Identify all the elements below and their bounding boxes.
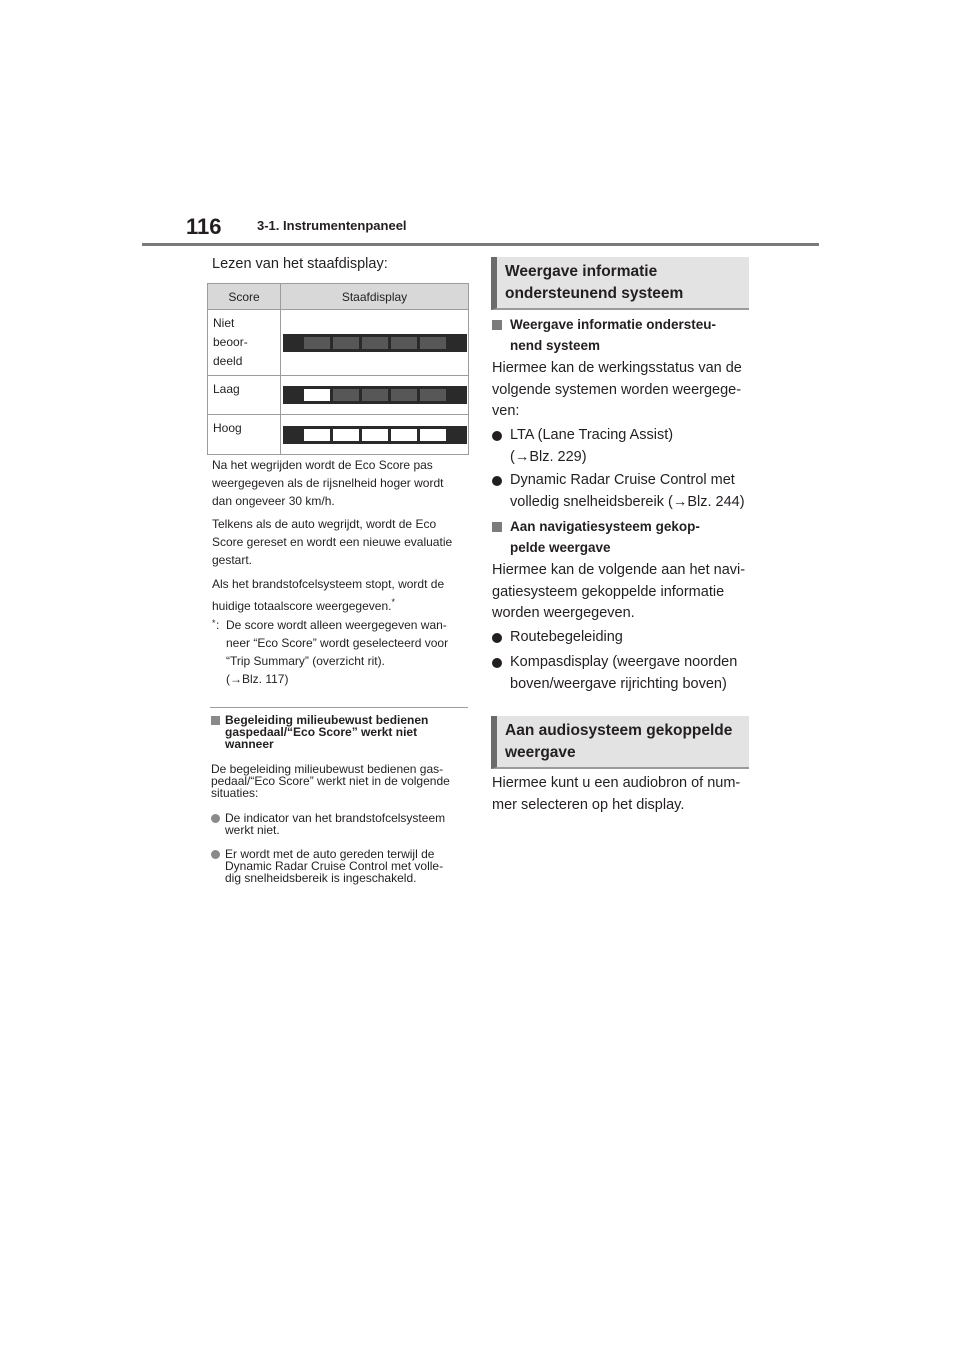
header-score: Score [208,284,281,310]
footnote-marker: * [391,597,395,607]
bar-segment-unlit [333,389,359,401]
paragraph-audio: Hiermee kunt u een audiobron of num- mer selecteren op het display. [492,775,741,813]
score-label: Laag [208,376,281,415]
bar-segment-unlit [420,389,446,401]
bar-segment-unlit [391,389,417,401]
list-item: Kompasdisplay (weergave noorden boven/weergave rijrichting boven) [510,654,738,692]
bullet-icon [211,850,220,859]
bullet-icon [492,658,502,668]
list-item: Er wordt met de auto gereden terwijl de Dynamic Radar Cruise Control met volle- dig snelheidsbereik is ingeschakeld. [225,847,444,885]
list-item: De indicator van het brandstofcelsysteem werkt niet. [225,811,446,837]
table-row [208,376,469,415]
bar-cell [281,376,469,415]
page-ref: (→Blz. 117) [226,672,289,686]
bar-display [283,386,467,404]
bar-segment-unlit [362,389,388,401]
bar-cell [281,415,469,455]
bar-segment-lit [391,429,417,441]
square-bullet-icon [492,320,502,330]
section-box-assist-system: Weergave informatie ondersteunend systeem [491,257,749,310]
paragraph-assist-info: Hiermee kan de werkingsstatus van de volgende systemen worden weergege- ven: [492,360,742,419]
page-number: 116 [186,214,222,239]
bar-segment-lit [420,429,446,441]
heading-navigation: Aan navigatiesysteem gekop- pelde weergave [510,519,700,555]
bar-segment-lit [304,389,330,401]
paragraph-eco-score-reset: Telkens als de auto wegrijdt, wordt de Eco Score gereset en wordt een nieuwe evaluatie gestart. [212,517,453,567]
bullet-icon [492,476,502,486]
subheading-eco-score-not-working: Begeleiding milieubewust bedienen gaspedaal/“Eco Score” werkt niet wanneer [225,713,429,751]
bar-segment-unlit [362,337,388,349]
bar-segment-lit [304,429,330,441]
bar-segment-unlit [304,337,330,349]
bullet-icon [492,633,502,643]
bar-display [283,334,467,352]
paragraph-situations: De begeleiding milieubewust bedienen gas- pedaal/“Eco Score” werkt niet in de volgende situaties: [211,762,450,800]
table-row [208,415,469,455]
bullet-icon [492,431,502,441]
section-box-audio: Aan audiosysteem gekoppelde weergave [491,716,749,769]
bar-segment-unlit [391,337,417,349]
score-label: Niet beoor- deeld [208,310,281,376]
bar-segment-lit [333,429,359,441]
square-bullet-icon [211,716,220,725]
square-bullet-icon [492,522,502,532]
bar-segment-lit [362,429,388,441]
bar-segment-unlit [333,337,359,349]
intro-text: Lezen van het staafdisplay: [212,256,388,272]
list-item: LTA (Lane Tracing Assist) (→Blz. 229) [510,427,674,465]
header-rule [142,243,819,246]
bar-cell [281,310,469,376]
header-bar-display: Staafdisplay [281,284,469,310]
score-label: Hoog [208,415,281,455]
table-row [208,310,469,376]
paragraph-total-score: Als het brandstofcelsysteem stopt, wordt de huidige totaalscore weergegeven.* [212,577,445,613]
paragraph-eco-score-start: Na het wegrijden wordt de Eco Score pas weergegeven als de rijsnelheid hoger wordt dan ongeveer 30 km/h. [212,458,444,508]
section-title: 3-1. Instrumentenpaneel [257,218,407,233]
paragraph-navigation: Hiermee kan de volgende aan het navi- gatiesysteem gekoppelde informatie worden weergegeven. [492,562,746,621]
table-header-row [208,284,469,310]
list-item: Dynamic Radar Cruise Control met volledig snelheidsbereik (→Blz. 244) [510,472,745,510]
heading-assist-info: Weergave informatie ondersteu- nend systeem [510,317,717,353]
bullet-icon [211,814,220,823]
score-table [207,283,469,455]
separator [210,707,468,708]
bar-display [283,426,467,444]
bar-segment-unlit [420,337,446,349]
list-item: Routebegeleiding [510,629,623,645]
